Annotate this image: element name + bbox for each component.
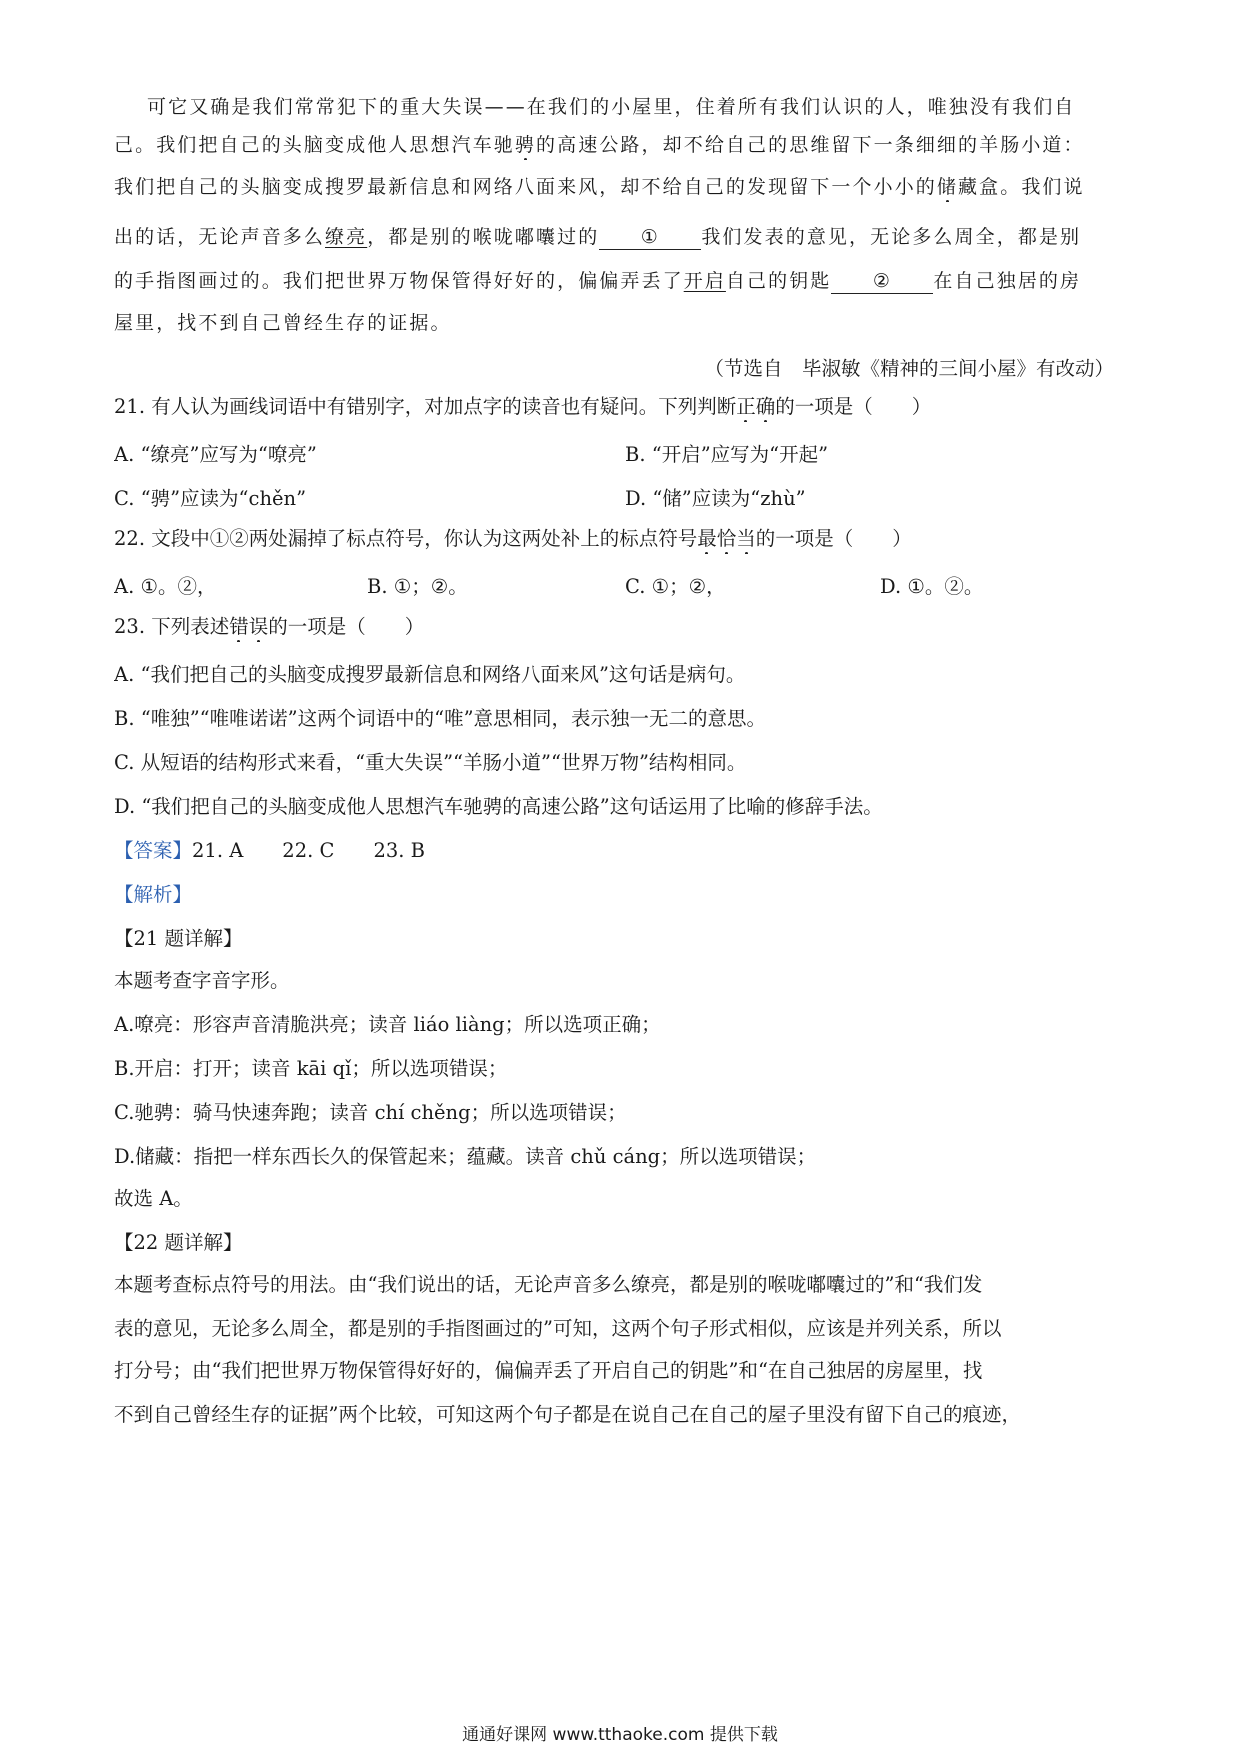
text: 自己的钥匙 xyxy=(725,270,832,292)
text: 的高速公路，却不给自己的思维留下一条细细的羊肠小道： xyxy=(536,134,1085,156)
detail-22-line-1: 本题考查标点符号的用法。由“我们说出的话，无论声音多么缭亮，都是别的喉咙嘟囔过的”和“我们发 xyxy=(114,1273,983,1296)
question-21-option-a: A. “缭亮”应写为“嘹亮” xyxy=(114,443,317,466)
detail-21-c: C.驰骋：骑马快速奔跑；读音 chí chěng；所以选项错误； xyxy=(114,1101,627,1124)
question-23-option-a: A. “我们把自己的头脑变成搜罗最新信息和网络八面来风”这句话是病句。 xyxy=(114,663,746,686)
passage-line-4 xyxy=(114,222,1126,252)
passage-line-6: 屋里，找不到自己曾经生存的证据。 xyxy=(114,312,452,334)
blank-1: ① xyxy=(599,225,701,250)
passage-source: （节选自 毕淑敏《精神的三间小屋》有改动） xyxy=(704,357,1114,380)
dotted-char: 骋 xyxy=(514,134,537,156)
detail-21-heading: 【21 题详解】 xyxy=(114,927,243,950)
question-21-option-c: C. “骋”应读为“chěn” xyxy=(114,487,307,510)
question-23-option-b: B. “唯独”“唯唯诺诺”这两个词语中的“唯”意思相同，表示独一无二的意思。 xyxy=(114,707,767,730)
question-22-option-a: A. ①。②， xyxy=(114,575,217,598)
detail-22-heading: 【22 题详解】 xyxy=(114,1231,243,1254)
text: 我们把自己的头脑变成搜罗最新信息和网络八面来风，却不给自己的发现留下一个小小的 xyxy=(114,176,937,198)
detail-22-line-4: 不到自己曾经生存的证据”两个比较，可知这两个句子都是在说自己在自己的屋子里没有留下自己的痕迹， xyxy=(114,1403,1021,1426)
passage-line-1: 可它又确是我们常常犯下的重大失误——在我们的小屋里，住着所有我们认识的人，唯独没有我们自 xyxy=(147,96,1076,118)
dotted-char: 确 xyxy=(755,395,776,418)
detail-22-line-3: 打分号；由“我们把世界万物保管得好好的，偏偏弄丢了开启自己的钥匙”和“在自己独居的房屋里，找 xyxy=(114,1359,983,1382)
text: 的一项是（ ） xyxy=(775,395,932,418)
text: 在自己独居的房 xyxy=(933,270,1082,292)
text: 己。我们把自己的头脑变成他人思想汽车驰 xyxy=(114,134,515,156)
question-22-option-b: B. ①；②。 xyxy=(367,575,468,598)
text: 我们发表的意见，无论多么周全，都是别 xyxy=(701,226,1082,248)
dotted-char: 误 xyxy=(248,615,269,638)
passage-line-5 xyxy=(114,266,1126,296)
underlined-word: 缭亮 xyxy=(325,226,368,248)
question-22-option-d: D. ①。②。 xyxy=(880,575,984,598)
question-23-stem xyxy=(114,612,1126,642)
answer-line xyxy=(114,836,1126,866)
detail-21-d: D.储藏：指把一样东西长久的保管起来；蕴藏。读音 chǔ cáng；所以选项错误； xyxy=(114,1145,817,1168)
question-22-stem xyxy=(114,524,1126,554)
text: 21. 有人认为画线词语中有错别字，对加点字的读音也有疑问。下列判断 xyxy=(114,395,737,418)
detail-21-a: A.嘹亮：形容声音清脆洪亮；读音 liáo liàng；所以选项正确； xyxy=(114,1013,661,1036)
answer-text: 21. A 22. C 23. B xyxy=(192,839,425,862)
text: 23. 下列表述 xyxy=(114,615,230,638)
detail-21-conclusion: 故选 A。 xyxy=(114,1187,193,1210)
underlined-word: 开启 xyxy=(683,270,726,292)
text: 出的话，无论声音多么 xyxy=(114,226,326,248)
question-23-option-d: D. “我们把自己的头脑变成他人思想汽车驰骋的高速公路”这句话运用了比喻的修辞手法。 xyxy=(114,795,883,818)
passage-line-3 xyxy=(114,172,1126,202)
dotted-char: 最 xyxy=(697,527,717,550)
question-22-option-c: C. ①；②， xyxy=(625,575,726,598)
blank-2: ② xyxy=(831,269,933,294)
dotted-char: 正 xyxy=(736,395,756,418)
text: ，都是别的喉咙嘟囔过的 xyxy=(367,226,600,248)
text: 的一项是（ ） xyxy=(268,615,425,638)
text: 藏盒。我们说 xyxy=(958,176,1085,198)
passage-line-2 xyxy=(114,130,1126,160)
detail-22-line-2: 表的意见，无论多么周全，都是别的手指图画过的”可知，这两个句子形式相似，应该是并列关系，所以 xyxy=(114,1317,1002,1340)
detail-21-b: B.开启：打开；读音 kāi qǐ；所以选项错误； xyxy=(114,1057,508,1080)
question-21-option-b: B. “开启”应写为“开起” xyxy=(625,443,829,466)
detail-21-intro: 本题考查字音字形。 xyxy=(114,969,290,992)
question-21-stem xyxy=(114,392,1126,422)
question-23-option-c: C. 从短语的结构形式来看，“重大失误”“羊肠小道”“世界万物”结构相同。 xyxy=(114,751,747,774)
dotted-char: 恰 xyxy=(716,527,737,550)
text: 的一项是（ ） xyxy=(755,527,912,550)
page-footer: 通通好课网 www.tthaoke.com 提供下载 xyxy=(462,1725,778,1745)
dotted-char: 当 xyxy=(736,527,756,550)
text: 的手指图画过的。我们把世界万物保管得好好的，偏偏弄丢了 xyxy=(114,270,684,292)
answer-label: 【答案】 xyxy=(114,839,193,862)
dotted-char: 错 xyxy=(229,615,249,638)
text: 22. 文段中①②两处漏掉了标点符号，你认为这两处补上的标点符号 xyxy=(114,527,698,550)
question-21-option-d: D. “储”应读为“zhù” xyxy=(625,487,806,510)
dotted-char: 储 xyxy=(936,176,959,198)
analysis-label: 【解析】 xyxy=(114,883,193,906)
